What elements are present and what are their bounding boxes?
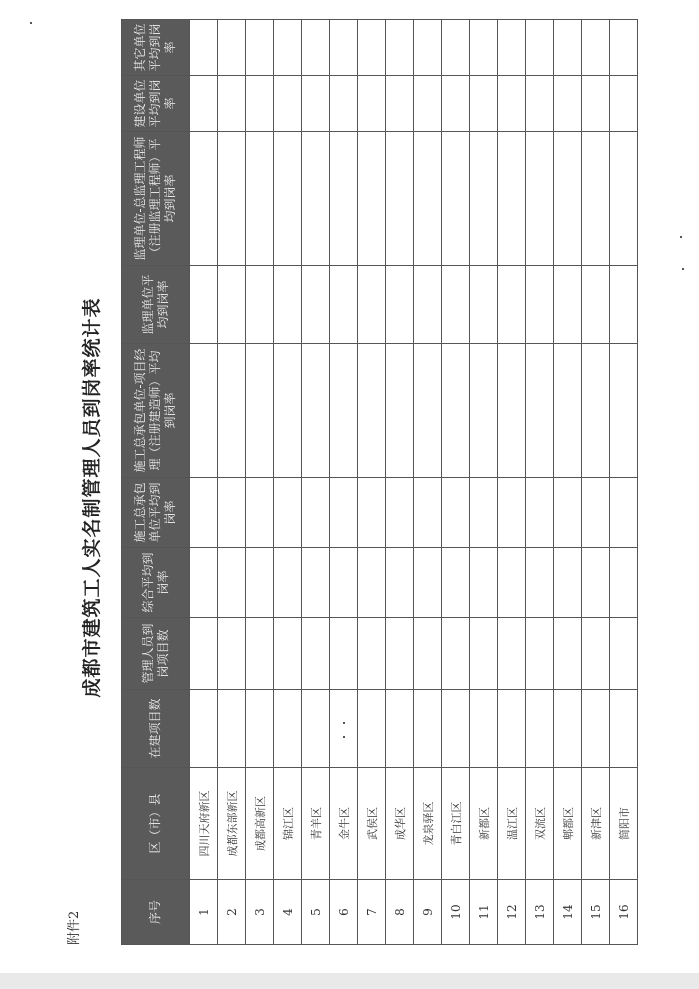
value-cell[interactable] (498, 266, 526, 344)
row-number-cell: 14 (554, 880, 582, 945)
value-cell[interactable] (470, 76, 498, 132)
table-row (246, 20, 274, 945)
value-cell[interactable] (218, 266, 246, 344)
value-cell[interactable] (610, 618, 638, 690)
header-cell: 施工总承包单位-项目经理（注册建造师）平均到岗率 (122, 344, 190, 478)
value-cell[interactable] (470, 548, 498, 618)
value-cell[interactable] (330, 690, 358, 768)
scan-speck (682, 268, 684, 270)
district-cell: 新津区 (582, 768, 610, 880)
attachment-label: 附件2 (67, 910, 82, 945)
value-cell[interactable] (246, 690, 274, 768)
value-cell[interactable] (330, 548, 358, 618)
row-number-cell: 12 (498, 880, 526, 945)
header-cell: 建设单位平均到岗率 (122, 76, 190, 132)
row-number-cell: 8 (386, 880, 414, 945)
value-cell[interactable] (386, 548, 414, 618)
scan-speck (30, 22, 32, 24)
row-number-cell: 10 (442, 880, 470, 945)
value-cell[interactable] (302, 618, 330, 690)
value-cell[interactable] (218, 344, 246, 478)
value-cell[interactable] (442, 266, 470, 344)
value-cell[interactable] (358, 618, 386, 690)
row-number-cell: 2 (218, 880, 246, 945)
value-cell[interactable] (554, 132, 582, 266)
value-cell[interactable] (610, 76, 638, 132)
district-cell: 郫都区 (554, 768, 582, 880)
district-cell: 龙泉驿区 (414, 768, 442, 880)
value-cell[interactable] (582, 76, 610, 132)
header-cell: 综合平均到岗率 (122, 548, 190, 618)
scan-speck (680, 236, 682, 238)
value-cell[interactable] (442, 548, 470, 618)
value-cell[interactable] (302, 548, 330, 618)
value-cell[interactable] (190, 478, 218, 548)
value-cell[interactable] (358, 690, 386, 768)
header-cell: 施工总承包单位平均到岗率 (122, 478, 190, 548)
value-cell[interactable] (498, 132, 526, 266)
value-cell[interactable] (274, 132, 302, 266)
district-cell: 成都高新区 (246, 768, 274, 880)
value-cell[interactable] (610, 20, 638, 76)
value-cell[interactable] (330, 76, 358, 132)
value-cell[interactable] (246, 478, 274, 548)
header-cell: 区（市）县 (122, 768, 190, 880)
value-cell[interactable] (190, 266, 218, 344)
value-cell[interactable] (302, 76, 330, 132)
table-row (610, 20, 638, 945)
value-cell[interactable] (526, 618, 554, 690)
value-cell[interactable] (442, 76, 470, 132)
value-cell[interactable] (610, 266, 638, 344)
value-cell[interactable] (582, 478, 610, 548)
row-number-cell: 16 (610, 880, 638, 945)
value-cell[interactable] (218, 618, 246, 690)
value-cell[interactable] (190, 76, 218, 132)
value-cell[interactable] (274, 618, 302, 690)
value-cell[interactable] (330, 20, 358, 76)
value-cell[interactable] (274, 478, 302, 548)
value-cell[interactable] (274, 266, 302, 344)
scan-bottom-strip (0, 973, 699, 989)
value-cell[interactable] (526, 132, 554, 266)
row-number-cell: 15 (582, 880, 610, 945)
value-cell[interactable] (442, 618, 470, 690)
value-cell[interactable] (470, 132, 498, 266)
value-cell[interactable] (610, 690, 638, 768)
district-cell: 成都东部新区 (218, 768, 246, 880)
value-cell[interactable] (414, 548, 442, 618)
value-cell[interactable] (386, 690, 414, 768)
value-cell[interactable] (470, 690, 498, 768)
district-cell: 金牛区 (330, 768, 358, 880)
value-cell[interactable] (470, 478, 498, 548)
value-cell[interactable] (470, 20, 498, 76)
district-cell: 青白江区 (442, 768, 470, 880)
rotated-document (63, 23, 638, 945)
value-cell[interactable] (218, 478, 246, 548)
table-row (274, 20, 302, 945)
value-cell[interactable] (190, 20, 218, 76)
value-cell[interactable] (414, 266, 442, 344)
district-cell: 青羊区 (302, 768, 330, 880)
table-row (554, 20, 582, 945)
header-cell: 监理单位平均到岗率 (122, 266, 190, 344)
value-cell[interactable] (358, 132, 386, 266)
district-cell: 武侯区 (358, 768, 386, 880)
value-cell[interactable] (414, 20, 442, 76)
table-row (526, 20, 554, 945)
district-cell: 锦江区 (274, 768, 302, 880)
value-cell[interactable] (274, 548, 302, 618)
value-cell[interactable] (498, 76, 526, 132)
row-number-cell: 4 (274, 880, 302, 945)
value-cell[interactable] (554, 690, 582, 768)
header-cell: 管理人员到岗项目数 (122, 618, 190, 690)
value-cell[interactable] (386, 478, 414, 548)
value-cell[interactable] (610, 344, 638, 478)
value-cell[interactable] (190, 548, 218, 618)
value-cell[interactable] (526, 690, 554, 768)
value-cell[interactable] (330, 266, 358, 344)
value-cell[interactable] (554, 548, 582, 618)
district-cell: 双流区 (526, 768, 554, 880)
value-cell[interactable] (498, 20, 526, 76)
value-cell[interactable] (554, 478, 582, 548)
value-cell[interactable] (246, 344, 274, 478)
value-cell[interactable] (526, 478, 554, 548)
value-cell[interactable] (582, 690, 610, 768)
value-cell[interactable] (190, 132, 218, 266)
value-cell[interactable] (582, 548, 610, 618)
value-cell[interactable] (246, 618, 274, 690)
row-number-cell: 9 (414, 880, 442, 945)
value-cell[interactable] (358, 548, 386, 618)
value-cell[interactable] (246, 548, 274, 618)
value-cell[interactable] (190, 618, 218, 690)
value-cell[interactable] (498, 344, 526, 478)
row-number-cell: 13 (526, 880, 554, 945)
table-body (190, 20, 638, 945)
district-cell: 四川天府新区 (190, 768, 218, 880)
value-cell[interactable] (582, 618, 610, 690)
header-cell: 在建项目数 (122, 690, 190, 768)
value-cell[interactable] (498, 548, 526, 618)
table-row (358, 20, 386, 945)
value-cell[interactable] (414, 132, 442, 266)
value-cell[interactable] (274, 690, 302, 768)
value-cell[interactable] (582, 344, 610, 478)
value-cell[interactable] (582, 20, 610, 76)
value-cell[interactable] (218, 548, 246, 618)
header-cell: 监理单位-总监理工程师（注册监理工程师）平均到岗率 (122, 132, 190, 266)
value-cell[interactable] (414, 478, 442, 548)
table-row (302, 20, 330, 945)
value-cell[interactable] (414, 344, 442, 478)
value-cell[interactable] (302, 344, 330, 478)
value-cell[interactable] (470, 266, 498, 344)
value-cell[interactable] (386, 266, 414, 344)
value-cell[interactable] (526, 548, 554, 618)
value-cell[interactable] (498, 690, 526, 768)
value-cell[interactable] (302, 132, 330, 266)
value-cell[interactable] (218, 20, 246, 76)
value-cell[interactable] (302, 266, 330, 344)
row-number-cell: 3 (246, 880, 274, 945)
value-cell[interactable] (414, 76, 442, 132)
value-cell[interactable] (526, 76, 554, 132)
value-cell[interactable] (554, 20, 582, 76)
value-cell[interactable] (470, 344, 498, 478)
table-header-row (122, 20, 190, 945)
table-row (470, 20, 498, 945)
value-cell[interactable] (330, 132, 358, 266)
value-cell[interactable] (218, 76, 246, 132)
value-cell[interactable] (218, 132, 246, 266)
row-number-cell: 1 (190, 880, 218, 945)
value-cell[interactable] (526, 20, 554, 76)
value-cell[interactable] (358, 478, 386, 548)
value-cell[interactable] (554, 76, 582, 132)
value-cell[interactable] (498, 618, 526, 690)
table-row (190, 20, 218, 945)
district-cell: 新都区 (470, 768, 498, 880)
value-cell[interactable] (246, 132, 274, 266)
value-cell[interactable] (414, 690, 442, 768)
value-cell[interactable] (246, 266, 274, 344)
value-cell[interactable] (386, 20, 414, 76)
value-cell[interactable] (386, 132, 414, 266)
page-title: 成都市建筑工人实名制管理人员到岗率统计表 (81, 297, 103, 698)
value-cell[interactable] (498, 478, 526, 548)
value-cell[interactable] (246, 20, 274, 76)
value-cell[interactable] (470, 618, 498, 690)
row-number-cell: 7 (358, 880, 386, 945)
district-cell: 成华区 (386, 768, 414, 880)
value-cell[interactable] (274, 20, 302, 76)
value-cell[interactable] (274, 76, 302, 132)
value-cell[interactable] (526, 266, 554, 344)
value-cell[interactable] (554, 618, 582, 690)
value-cell[interactable] (330, 618, 358, 690)
district-cell: 简阳市 (610, 768, 638, 880)
row-number-cell: 11 (470, 880, 498, 945)
value-cell[interactable] (246, 76, 274, 132)
value-cell[interactable] (330, 344, 358, 478)
value-cell[interactable] (274, 344, 302, 478)
value-cell[interactable] (386, 344, 414, 478)
value-cell[interactable] (582, 266, 610, 344)
value-cell[interactable] (442, 20, 470, 76)
header-cell: 其它单位平均到岗率 (122, 20, 190, 76)
statistics-table (121, 19, 638, 945)
table-row (582, 20, 610, 945)
table-row (414, 20, 442, 945)
value-cell[interactable] (610, 132, 638, 266)
value-cell[interactable] (218, 690, 246, 768)
value-cell[interactable] (442, 690, 470, 768)
value-cell[interactable] (358, 76, 386, 132)
value-cell[interactable] (414, 618, 442, 690)
value-cell[interactable] (358, 20, 386, 76)
value-cell[interactable] (554, 266, 582, 344)
value-cell[interactable] (190, 690, 218, 768)
table-row (330, 20, 358, 945)
value-cell[interactable] (582, 132, 610, 266)
value-cell[interactable] (190, 344, 218, 478)
table-row (442, 20, 470, 945)
table-row (386, 20, 414, 945)
value-cell[interactable] (610, 548, 638, 618)
value-cell[interactable] (358, 266, 386, 344)
value-cell[interactable] (302, 478, 330, 548)
district-cell: 温江区 (498, 768, 526, 880)
value-cell[interactable] (610, 478, 638, 548)
value-cell[interactable] (302, 690, 330, 768)
value-cell[interactable] (358, 344, 386, 478)
value-cell[interactable] (386, 76, 414, 132)
value-cell[interactable] (554, 344, 582, 478)
value-cell[interactable] (386, 618, 414, 690)
value-cell[interactable] (330, 478, 358, 548)
value-cell[interactable] (442, 344, 470, 478)
value-cell[interactable] (302, 20, 330, 76)
value-cell[interactable] (442, 132, 470, 266)
value-cell[interactable] (526, 344, 554, 478)
row-number-cell: 6 (330, 880, 358, 945)
value-cell[interactable] (442, 478, 470, 548)
table-row (218, 20, 246, 945)
table-row (498, 20, 526, 945)
header-cell: 序号 (122, 880, 190, 945)
row-number-cell: 5 (302, 880, 330, 945)
